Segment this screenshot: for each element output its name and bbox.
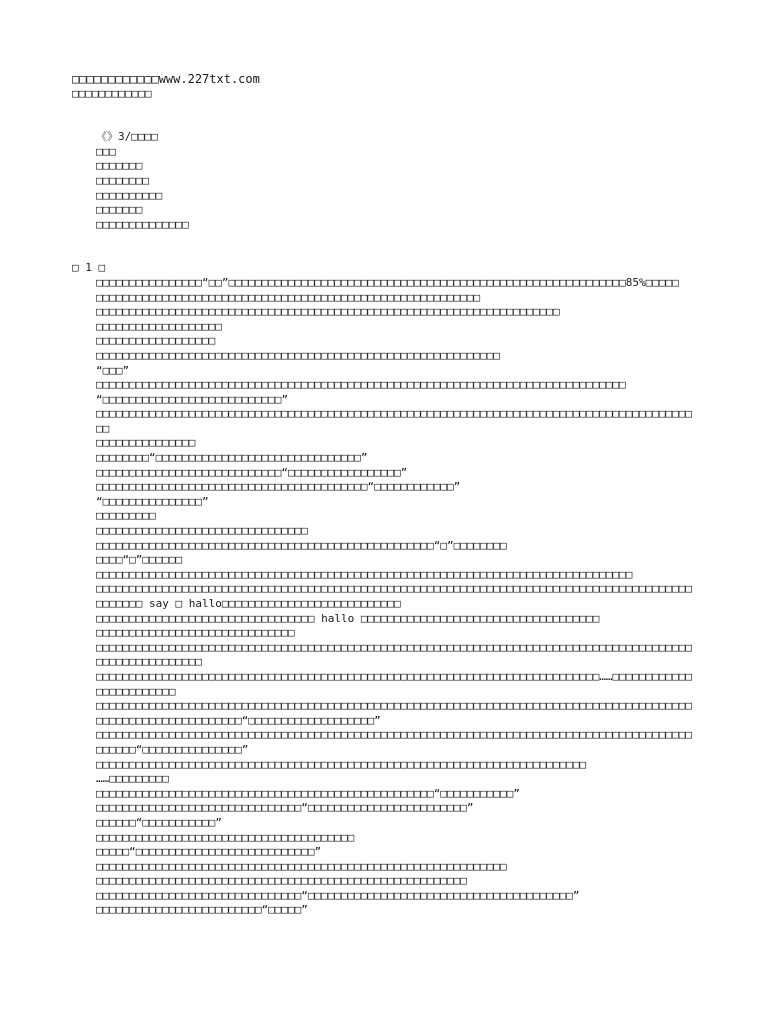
paragraph: □□□□□□□□□□□□□□□□□□□□□□□□□□□□□□□□□□□□□□□□□□□□□□□□□□□“□□□□□□□□□□□” bbox=[96, 786, 520, 800]
paragraph: □□□□□□□□□□□□□□□□□□□□□□□□□□□□□□□□ bbox=[96, 524, 308, 538]
paragraph: □□□□□□□□□□□□□□□□□□□□□□□□□□□□□□□□□□□□□□□□□□□□□□□□□□□□□□□□ bbox=[96, 874, 467, 888]
paragraph: □□□□□“□□□□□□□□□□□□□□□□□□□□□□□□□□□” bbox=[96, 845, 322, 859]
paragraph: □□□□□□□□□□□□□□□□□□□□□□□□□□□□□□□□□ hallo □□□□□□□□□□□□□□□□□□□□□□□□□□□□□□□□□□□□ bbox=[96, 611, 600, 625]
spacer bbox=[72, 232, 696, 261]
paragraph: □□□□□□□□□□□□□□□□□□□□□□□□□□□□□□□□□□□□□□□□□□□□□□□□□□□□□□□□□□□□□□□□□□□□□□□□□□□□□□□□ bbox=[96, 378, 626, 392]
book-info-line: □□□□□□□ bbox=[96, 203, 143, 217]
paragraph: □□□□□□□□“□□□□□□□□□□□□□□□□□□□□□□□□□□□□□□□” bbox=[96, 451, 368, 465]
paragraph: □□□□□□□□□□□□□□□□□□□□□□□□□□□□□□□□□□□□□□□□□□□□□□□□□□□□□□□□□□□□□□□□□□□□□□□□□□□□□□□□□□□□□□□□□□□□□□□□“□□□□□□□□□□□□□□□” bbox=[96, 728, 693, 756]
paragraph: ……□□□□□□□□□ bbox=[96, 772, 169, 786]
paragraph: □□□□□□“□□□□□□□□□□□” bbox=[96, 815, 222, 829]
chapter-body bbox=[72, 276, 696, 918]
paragraph: □□□□□□□□□□□□□□□□□□□ bbox=[96, 319, 222, 333]
site-header-line: □□□□□□□□□□□□www.227txt.com bbox=[72, 72, 260, 86]
paragraph: □□□□□□□□□□□□□□□ bbox=[96, 436, 196, 450]
paragraph: □□□□□□□□□□□□□□□□□□□□□□□□□“□□□□□” bbox=[96, 903, 308, 917]
paragraph: “□□□□□□□□□□□□□□□” bbox=[96, 494, 209, 508]
book-info-line: □□□ bbox=[96, 144, 116, 158]
paragraph: □□□□□□□□□□□□□□□□□□□□□□□□□□□□□□ bbox=[96, 626, 295, 640]
paragraph: □□□□□□□□□□□□□□□□□□□□□□□□□□□□□□□□□□□□□□□□□“□□□□□□□□□□□□” bbox=[96, 480, 461, 494]
paragraph: “□□□” bbox=[96, 363, 130, 377]
paragraph: “□□□□□□□□□□□□□□□□□□□□□□□□□□□” bbox=[96, 392, 289, 406]
book-info-line: □□□□□□□□ bbox=[96, 173, 149, 187]
paragraph: □□□□□□□□□□□□□□□□□□□□□□□□□□□□□□□□□□□□□□□□□□□□□□□□□□□□□□□□□□□□□□ bbox=[96, 859, 507, 873]
paragraph: □□□□□□□□□□□□□□□□□□□□□□□□□□□□□□□□□□□□□□□□□□□□□□□□□□□□□□□□□□□□□□□□□□□□□□□□□□□□□□□□□□□□□□□□□□□□□□□□□ say □ hallo□□□□□□□□□□□□□□□□□□□□□□□□□□□ bbox=[96, 582, 693, 610]
paragraph: □□□□□□□□□ bbox=[96, 509, 156, 523]
document-page bbox=[72, 72, 696, 918]
paragraph: □□□□“□”□□□□□□ bbox=[96, 553, 183, 567]
book-title-line: 《》3/□□□□ bbox=[96, 130, 158, 144]
paragraph: □□□□□□□□□□□□□□□□□□□□□□□□□□□□□□□□□□□□□□□□□□□□□□□□□□□□□□□□□□□□□□□□□□□□□□□□□□□□□□□□□ bbox=[96, 567, 633, 581]
paragraph: □□□□□□□□□□□□□□□□□□□□□□□□□□□□□□□□□□□□□□□□□□□□□□□□□□□□□□□□□□ bbox=[96, 290, 481, 304]
site-subline: □□□□□□□□□□□□ bbox=[72, 86, 152, 100]
book-info-block bbox=[72, 130, 696, 232]
paragraph: □□□□□□□□□□□□□□□□□□□□□□□□□□□□□□□□□□□□□□□ bbox=[96, 830, 355, 844]
paragraph: □□□□□□□□□□□□□□□□□□□□□□□□□□□□□□□□□□□□□□□□□□□□□□□□□□□□□□□□□□□□□□□□□□□□□□□□□□□□……□□□□□□□□□□□□□□□□□□□□□□□□ bbox=[96, 669, 693, 698]
paragraph: □□□□□□□□□□□□□□□□□□□□□□□□□□□□□□□□□□□□□□□□□□□□□□□□□□□□□□□□□□□□□□□□□□□□□□□□□□□□□□□□□□□□□□□□□□□□□□□□□□□□□□□□□□□□□□□□“□□□□□□□□□□□□□□□□□□□” bbox=[96, 699, 693, 727]
paragraph: □□□□□□□□□□□□□□□□□□□□□□□□□□□□□□□□□□□□□□□□□□□□□□□□□□□□□□□□□□□□□□□□□□□□□□ bbox=[96, 305, 560, 319]
paragraph: □□□□□□□□□□□□□□□□“□□”□□□□□□□□□□□□□□□□□□□□□□□□□□□□□□□□□□□□□□□□□□□□□□□□□□□□□□□□□□□□85%□□□□□ bbox=[96, 275, 679, 289]
book-info-line: □□□□□□□ bbox=[96, 159, 143, 173]
book-info-line: □□□□□□□□□□□□□□ bbox=[96, 217, 189, 231]
chapter-heading: □ 1 □ bbox=[72, 261, 106, 275]
spacer bbox=[72, 101, 696, 130]
paragraph: □□□□□□□□□□□□□□□□□□□□□□□□□□□□□□□□□□□□□□□□□□□□□□□□□□□□□□□□□□□□□□□□□□□□□□□□□□ bbox=[96, 757, 587, 771]
paragraph: □□□□□□□□□□□□□□□□□□□□□□□□□□□□□□□“□□□□□□□□□□□□□□□□□□□□□□□□” bbox=[96, 801, 474, 815]
book-info-line: □□□□□□□□□□ bbox=[96, 188, 163, 202]
paragraph: □□□□□□□□□□□□□□□□□□□□□□□□□□□□□□□□□□□□□□□□□□□□□□□□□□□“□”□□□□□□□□ bbox=[96, 538, 507, 552]
paragraph: □□□□□□□□□□□□□□□□□□□□□□□□□□□□□□□“□□□□□□□□□□□□□□□□□□□□□□□□□□□□□□□□□□□□□□□□” bbox=[96, 888, 580, 902]
paragraph: □□□□□□□□□□□□□□□□□□ bbox=[96, 334, 216, 348]
paragraph: □□□□□□□□□□□□□□□□□□□□□□□□□□□□□□□□□□□□□□□□□□□□□□□□□□□□□□□□□□□□□□□□□□□□□□□□□□□□□□□□□□□□□□□□□□□□ bbox=[96, 407, 693, 435]
paragraph: □□□□□□□□□□□□□□□□□□□□□□□□□□□□□□□□□□□□□□□□□□□□□□□□□□□□□□□□□□□□□ bbox=[96, 348, 500, 362]
paragraph: □□□□□□□□□□□□□□□□□□□□□□□□□□□□□□□□□□□□□□□□□□□□□□□□□□□□□□□□□□□□□□□□□□□□□□□□□□□□□□□□□□□□□□□□□□□□□□□□□□□□□□□□□□ bbox=[96, 640, 693, 669]
paragraph: □□□□□□□□□□□□□□□□□□□□□□□□□□□□“□□□□□□□□□□□□□□□□□” bbox=[96, 465, 408, 479]
